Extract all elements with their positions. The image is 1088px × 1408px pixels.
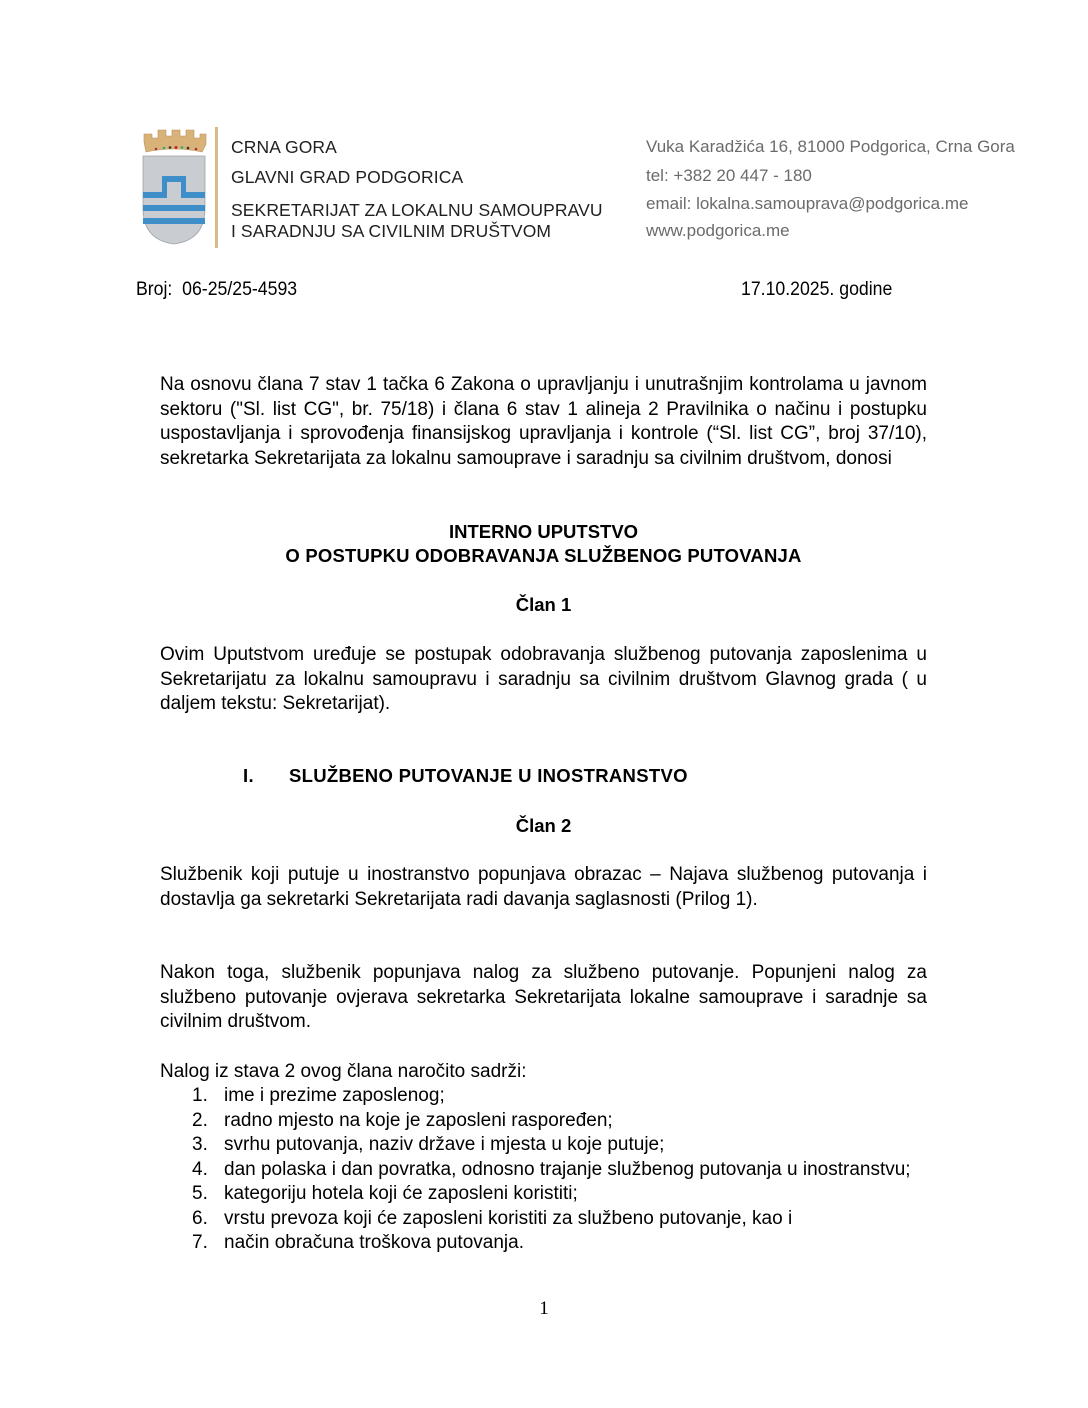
document-date: 17.10.2025. godine: [741, 279, 893, 300]
page-number: 1: [539, 1298, 549, 1319]
contact-email[interactable]: email: lokalna.samouprava@podgorica.me: [646, 194, 969, 213]
document-number: Broj: 06-25/25-4593: [136, 279, 298, 300]
list-item: 4. dan polaska i dan povratka, odnosno trajanje službenog putovanja u inostranstvu;: [192, 1158, 911, 1180]
list-item: 6. vrstu prevoza koji će zaposleni koristiti za službeno putovanje, kao i: [192, 1207, 793, 1229]
list-item: 3. svrhu putovanja, naziv države i mjesta u koje putuje;: [192, 1134, 665, 1155]
article-2-heading: Član 2: [515, 815, 572, 836]
article-2-paragraph-1: Službenik koji putuje u inostranstvo popunjava obrazac – Najava službenog putovanja i dostavlja ga sekretarki Sekretarijata radi davanja saglasnosti (Prilog 1).: [160, 864, 927, 910]
city-name: GLAVNI GRAD PODGORICA: [231, 167, 464, 187]
list-item: 1. ime i prezime zaposlenog;: [192, 1085, 445, 1106]
document-title: INTERNO UPUTSTVO: [448, 521, 639, 542]
list-item: 7. način obračuna troškova putovanja.: [192, 1232, 524, 1253]
list-item: 5. kategoriju hotela koji će zaposleni koristiti;: [192, 1183, 578, 1204]
contact-website[interactable]: www.podgorica.me: [646, 221, 790, 240]
country-name: CRNA GORA: [231, 137, 337, 157]
section-number: I.: [243, 765, 254, 786]
department-name-line1: SEKRETARIJAT ZA LOKALNU SAMOUPRAVU: [231, 200, 603, 220]
letterhead-divider: [215, 127, 218, 248]
preamble-paragraph: Na osnovu člana 7 stav 1 tačka 6 Zakona o upravljanju i unutrašnjim kontrolama u javnom sektoru ("Sl. list CG", br. 75/18) i člana 6 stav 1 alineja 2 Pravilnika o načinu i postupku uspostavljanja i sprovođenja finansijskog upravljanja i kontrole (“Sl. list CG”, broj 37/10), sekretarka Sekretarijata za lokalnu samouprave i saradnju sa civilnim društvom, donosi: [160, 374, 927, 469]
document-subtitle: O POSTUPKU ODOBRAVANJA SLUŽBENOG PUTOVANJA: [285, 545, 802, 566]
contact-address: Vuka Karadžića 16, 81000 Podgorica, Crna Gora: [646, 137, 1015, 156]
order-contents-list: [160, 1084, 927, 1256]
article-2-list-intro: Nalog iz stava 2 ovog člana naročito sadrži:: [160, 1061, 527, 1082]
section-title: SLUŽBENO PUTOVANJE U INOSTRANSTVO: [289, 765, 688, 786]
article-1-heading: Član 1: [515, 594, 572, 615]
podgorica-coat-of-arms-icon: [140, 128, 208, 246]
list-item: 2. radno mjesto na koje je zaposleni raspoređen;: [192, 1109, 613, 1131]
article-1-text: Ovim Uputstvom uređuje se postupak odobravanja službenog putovanja zaposlenima u Sekretarijatu za lokalnu samoupravu i saradnju sa civilnim društvom Glavnog grada ( u daljem tekstu: Sekretarijat).: [160, 644, 927, 714]
department-name-line2: I SARADNJU SA CIVILNIM DRUŠTVOM: [231, 221, 552, 241]
article-2-paragraph-2: Nakon toga, službenik popunjava nalog za službeno putovanje. Popunjeni nalog za službeno putovanje ovjerava sekretarka Sekretarijata lokalne samouprave i saradnje sa civilnim društvom.: [160, 962, 927, 1032]
contact-phone: tel: +382 20 447 - 180: [646, 166, 812, 185]
